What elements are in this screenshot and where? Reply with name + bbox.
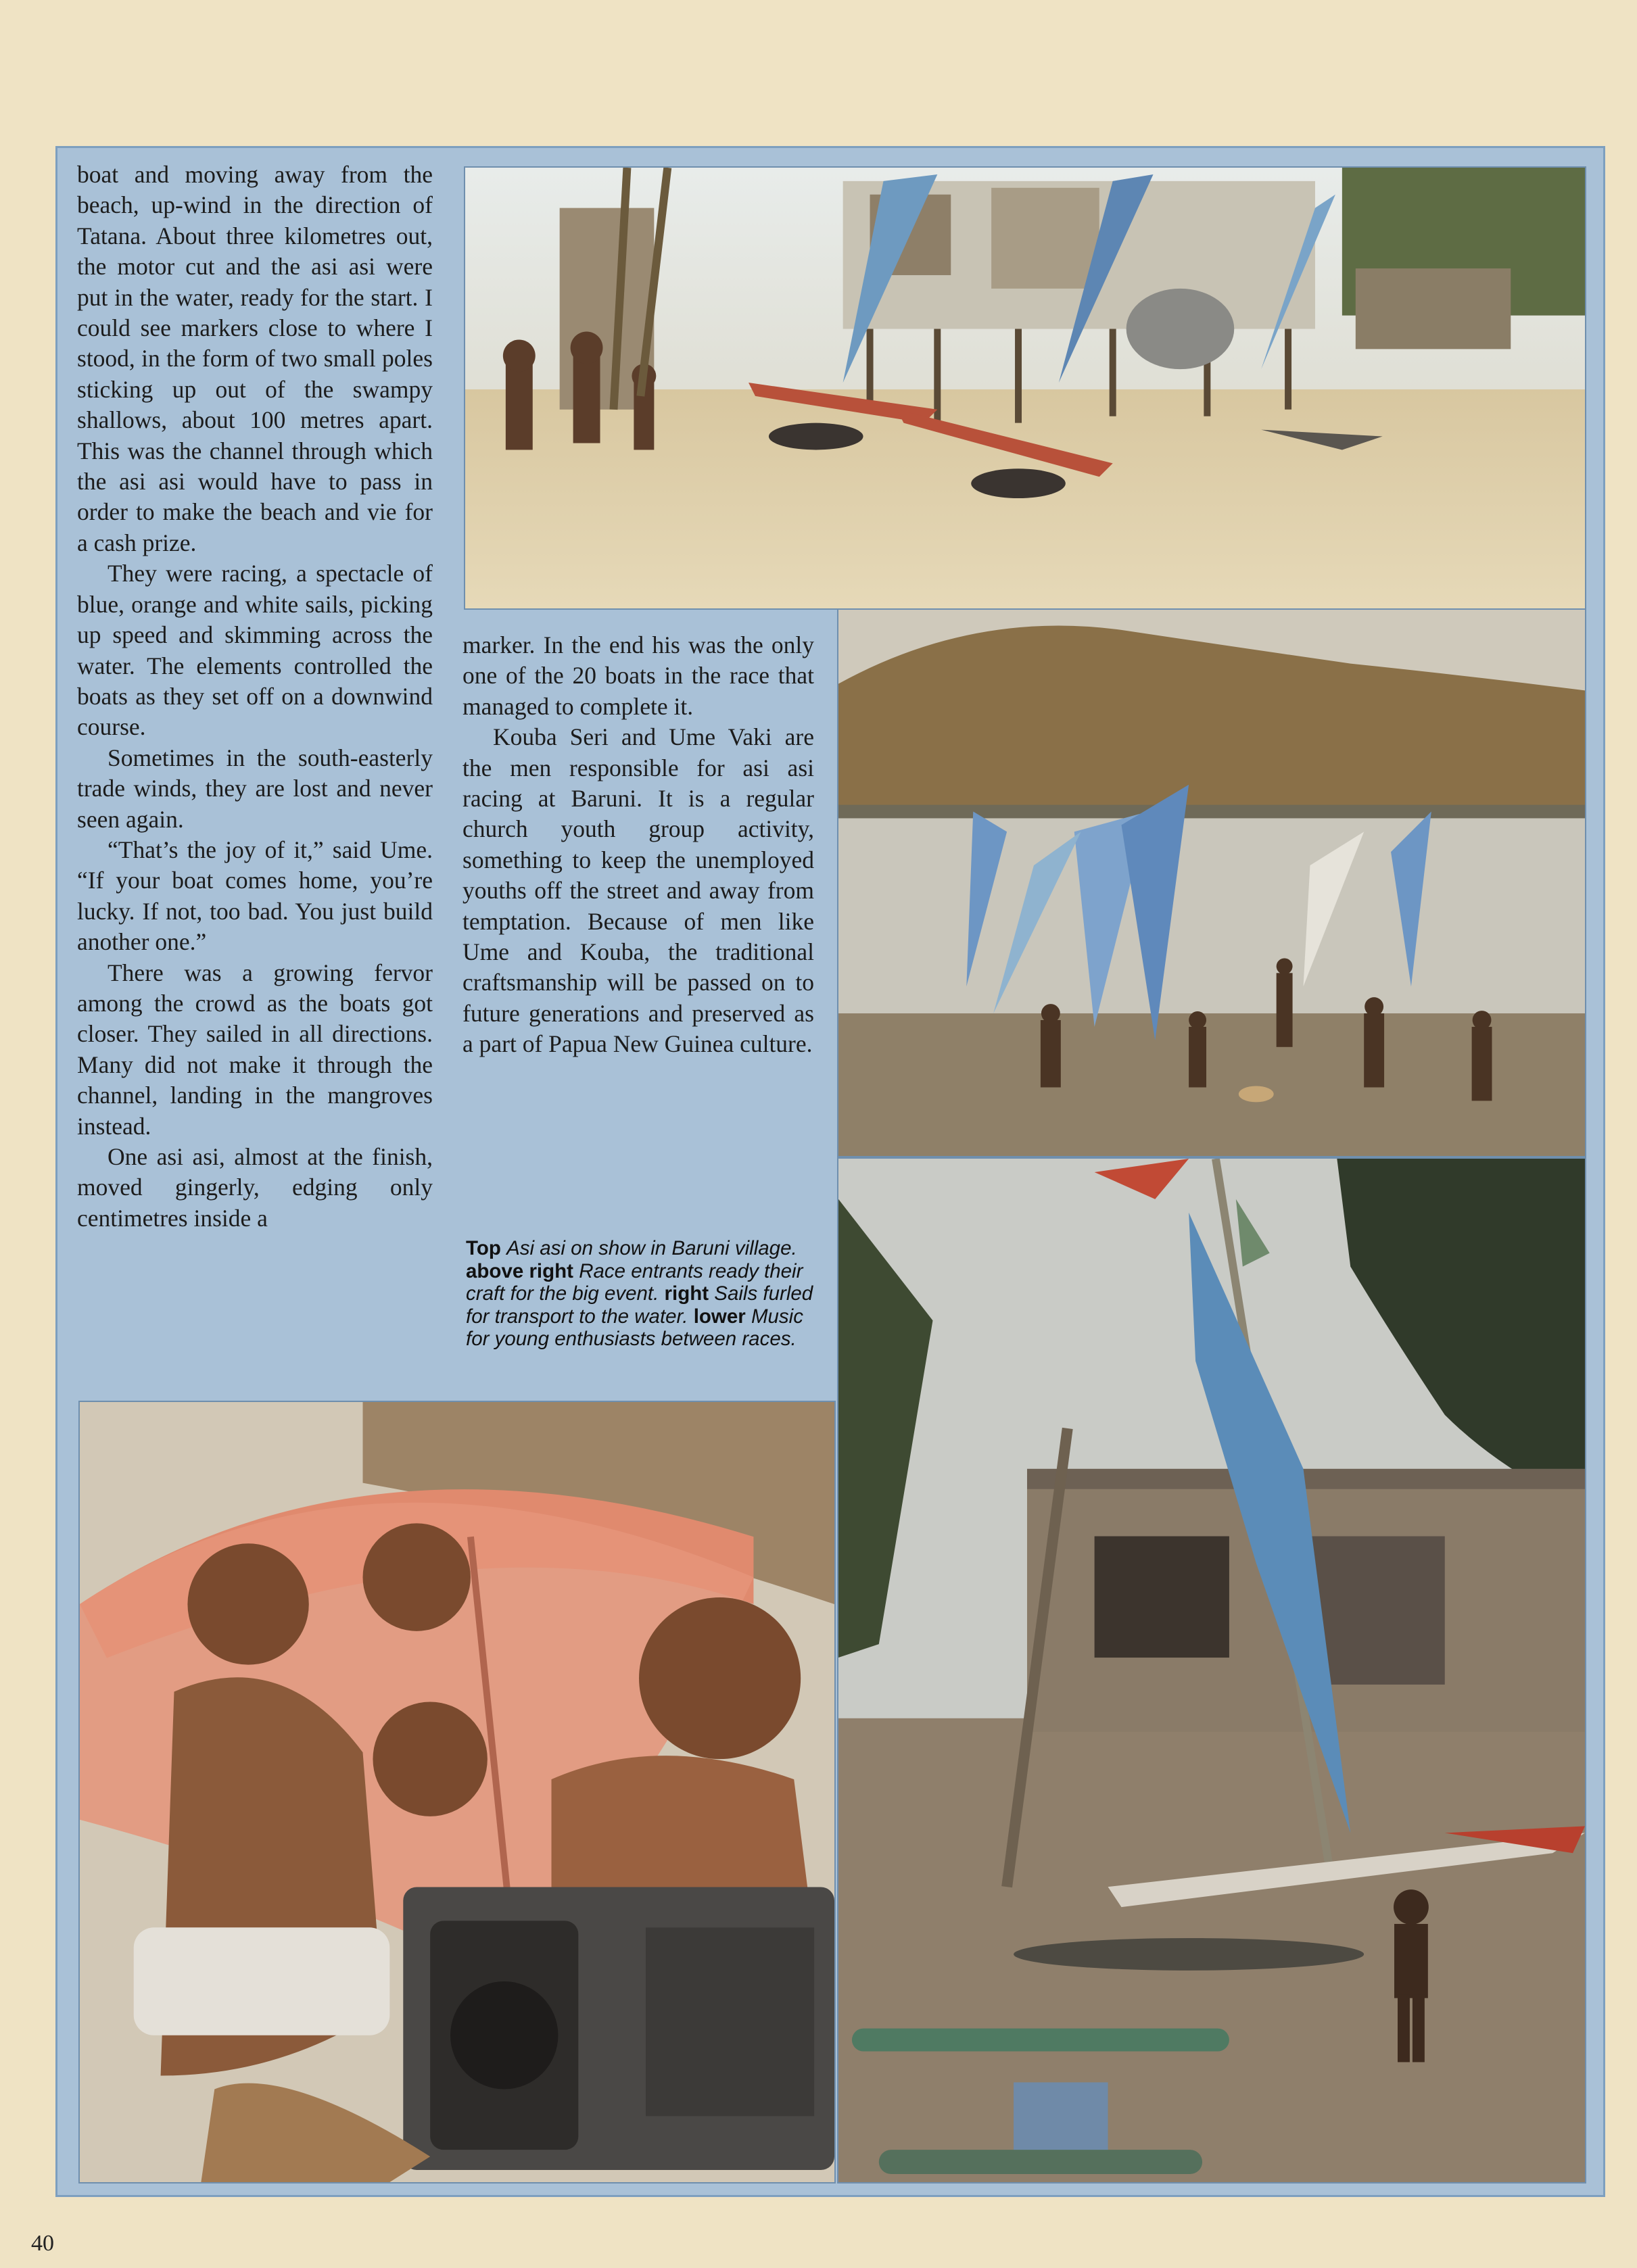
photo-baruni-village xyxy=(464,166,1586,610)
paragraph: They were racing, a spectacle of blue, orange and white sails, picking up speed and skimming across the water. The elements controlled the boats as they set off on a downwind course. xyxy=(77,560,433,741)
caption-label-top: Top xyxy=(466,1237,501,1259)
caption-text-lower: Music for young enthusiasts between races. xyxy=(466,1305,803,1350)
caption-text-above-right: Race entrants ready their craft for the big event. xyxy=(466,1259,803,1305)
photo-children-music xyxy=(78,1401,836,2183)
paragraph: There was a growing fervor among the crowd as the boats got closer. They sailed in all directions. Many did not make it through the channel, landing in the mangroves instead. xyxy=(77,959,433,1140)
caption-label-above-right: above right xyxy=(466,1259,573,1282)
article-column-1 xyxy=(77,160,433,1234)
photo-race-entrants xyxy=(837,608,1586,1157)
article-column-2 xyxy=(462,630,814,1060)
photo-sails-furled xyxy=(837,1157,1586,2183)
photo-caption xyxy=(466,1237,817,1351)
paragraph: boat and moving away from the beach, up-wind in the direction of Tatana. About three kilometres out, the motor cut and the asi asi were put in the water, ready for the start. I could see markers close to where I stood, in the form of two small poles sticking up out of the swampy shallows, about 100 metres apart. This was the channel through which the asi asi would have to pass in order to make the beach and vie for a cash prize. xyxy=(77,161,433,556)
caption-text-top: Asi asi on show in Baruni village. xyxy=(506,1237,797,1259)
paragraph: Sometimes in the south-easterly trade winds, they are lost and never seen again. xyxy=(77,744,433,833)
caption-text-right: Sails furled for transport to the water. xyxy=(466,1282,813,1328)
paragraph: marker. In the end his was the only one of the 20 boats in the race that managed to complete it. xyxy=(462,631,814,720)
paragraph: “That’s the joy of it,” said Ume. “If your boat comes home, you’re lucky. If not, too bad. You just build another one.” xyxy=(77,836,433,956)
page-number: 40 xyxy=(31,2231,54,2256)
caption-label-right: right xyxy=(664,1282,709,1305)
paragraph: One asi asi, almost at the finish, moved gingerly, edging only centimetres inside a xyxy=(77,1143,433,1232)
caption-label-lower: lower xyxy=(693,1305,746,1328)
paragraph: Kouba Seri and Ume Vaki are the men responsible for asi asi racing at Baruni. It is a regular church youth group activity, something to keep the unemployed youths off the street and away from temptation. Because of men like Ume and Kouba, the traditional craftsmanship will be passed on to future generations and preserved as a part of Papua New Guinea culture. xyxy=(462,723,814,1058)
